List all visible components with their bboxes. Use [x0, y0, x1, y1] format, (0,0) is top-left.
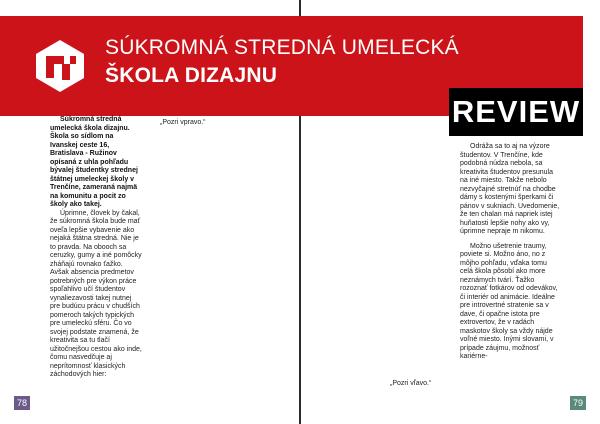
body-paragraph: Možno ušetrenie traumy, poviete si. Možno áno, no z môjho pohľadu, vďaka tomu celá škola pôsobí ako more neznámych tvárí. Ťažko rozoznať fotkárov od odevákov, či interiér od animácie. Ideálne pre introvertné stratenie sa v dave, či opačne istota pre extrovertov, že v radách maskotov školy sa vždy nájde voľné miesto. Inými slovami, v prípade záujmu, možnosť kariérne-	[460, 242, 558, 360]
page-number-left: 78	[14, 396, 30, 410]
quote-left: „Pozri vpravo.“	[160, 119, 206, 126]
right-text-column	[460, 143, 560, 362]
body-paragraph: Odráža sa to aj na výzore študentov. V Trenčíne, kde podobná núdza nebola, sa kreativita študentov presunula na iné miesto. Takže nebolo nezvyčajné stretnúť na chodbe dámy s kostenými šperkami či pánov v sukniach. Uvedomenie, že ten chalan má napriek istej huňatosti lepšie nohy ako vy, úprimne nepraje m nikomu.	[460, 143, 560, 235]
left-text-column	[50, 116, 142, 380]
banner-title-line2: ŠKOLA DIZAJNU	[105, 64, 278, 87]
section-label: REVIEW	[449, 88, 583, 136]
quote-right: „Pozri vľavo.“	[390, 380, 432, 387]
banner-title-line1: SÚKROMNÁ STREDNÁ UMELECKÁ	[105, 36, 459, 59]
school-logo-icon	[32, 38, 88, 94]
lead-paragraph: Súkromná stredná umelecká škola dizajnu. Škola so sídlom na Ivanskej ceste 16, Bratislava - Ružinov opísaná z uhla pohľadu bývalej študentky strednej štátnej umeleckej školy v Trenčíne, zameraná najmä na komunitu a pocit zo školy ako takej.	[50, 116, 138, 208]
body-paragraph: Úprimne, človek by čakal, že súkromná škola bude mať oveľa lepšie vybavenie ako nejaká štátna stredná. Nie je to pravda. Na obooch sa ceruzky, gumy a iné pomôcky zháňajú rovnako ťažko. Avšak absencia predmetov potrebných pre výkon práce spoľahlivo učí študentov vynaliezavosti takej nutnej pre budúcu prácu v chudších pomeroch takých typických pre umeleckú sféru. Čo vo svojej podstate znamená, že kreativita sa tu tlačí užitočnejšou cestou ako inde, čomu nasvedčuje aj neprítomnosť klasických záchodových hier:	[50, 209, 142, 378]
page-number-right: 79	[570, 396, 586, 410]
